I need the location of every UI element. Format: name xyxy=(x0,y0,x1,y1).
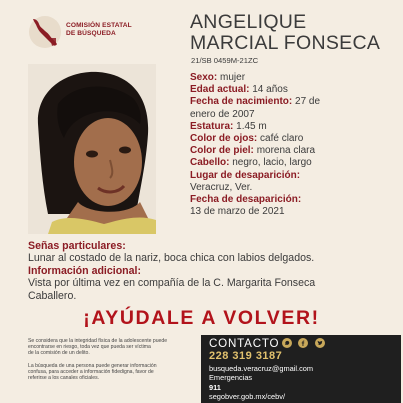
senas-heading: Señas particulares: xyxy=(28,240,126,252)
contact-title: CONTACTO xyxy=(209,337,280,350)
help-banner: ¡AYÚDALE A VOLVER! xyxy=(83,307,320,329)
disclaimer-risk: Se considera que la integridad física de la adolescente puede encontrarse en riesgo, toda vez que pueda ser víctima de la comisión de un delito. xyxy=(28,338,168,357)
detail-nacimiento: Fecha de nacimiento: 27 de xyxy=(190,96,321,108)
whatsapp-icon[interactable] xyxy=(282,338,292,348)
detail-ojos: Color de ojos: café claro xyxy=(190,133,304,145)
logo xyxy=(26,14,176,50)
detail-piel: Color de piel: morena clara xyxy=(190,145,316,157)
senas-text: Lunar al costado de la nariz, boca chica con labios delgados. xyxy=(28,252,315,265)
distinguishing-features xyxy=(28,240,398,302)
contact-phone[interactable]: 228 319 3187 xyxy=(209,350,283,362)
contact-web[interactable]: segobver.gob.mx/cebv/ xyxy=(209,392,286,402)
detail-lugar-label: Lugar de desaparición: xyxy=(190,169,301,181)
social-icons xyxy=(282,338,327,356)
contact-email[interactable]: busqueda.veracruz@gmail.com xyxy=(209,364,314,373)
contact-info xyxy=(209,364,313,402)
person-name xyxy=(190,12,400,54)
info-heading: Información adicional: xyxy=(28,264,142,277)
detail-nacimiento-cont: enero de 2007 xyxy=(190,108,255,120)
twitter-icon[interactable] xyxy=(315,338,325,348)
detail-estatura: Estatura: 1.45 m xyxy=(190,120,267,132)
facebook-icon[interactable] xyxy=(298,338,308,348)
case-id: 21/SB 0459M-21ZC xyxy=(191,56,259,65)
detail-edad: Edad actual: 14 años xyxy=(190,84,288,96)
info-line-2: Caballero. xyxy=(28,289,77,302)
person-details xyxy=(190,72,400,218)
detail-cabello: Cabello: negro, lacio, largo xyxy=(190,157,312,169)
logo-line-2: DE BÚSQUEDA xyxy=(66,30,116,37)
name-line-2: MARCIAL FONSECA xyxy=(190,32,381,54)
detail-lugar: Veracruz, Ver. xyxy=(190,181,253,193)
portrait-illustration xyxy=(28,64,156,234)
disclaimer-official: La búsqueda de una persona puede generar información confusa, para acceder a información fidedigna, favor de referirse a los canales oficiales. xyxy=(28,362,157,382)
person-photo xyxy=(28,64,156,234)
detail-fecha: 13 de marzo de 2021 xyxy=(190,206,285,218)
detail-sexo: Sexo: mujer xyxy=(190,72,246,83)
name-line-1: ANGELIQUE xyxy=(190,11,307,33)
disclaimer xyxy=(28,338,188,387)
logo-text xyxy=(66,22,132,38)
veracruz-map-emblem-icon xyxy=(26,14,64,50)
detail-fecha-label: Fecha de desaparición: xyxy=(190,194,302,206)
contact-emergencias: Emergencias 911 xyxy=(209,373,253,392)
logo-line-1: COMISIÓN ESTATAL xyxy=(66,22,132,29)
info-line-1: Vista por última vez en compañía de la C. Margarita Fonseca xyxy=(28,277,316,290)
contact-box xyxy=(201,335,401,403)
